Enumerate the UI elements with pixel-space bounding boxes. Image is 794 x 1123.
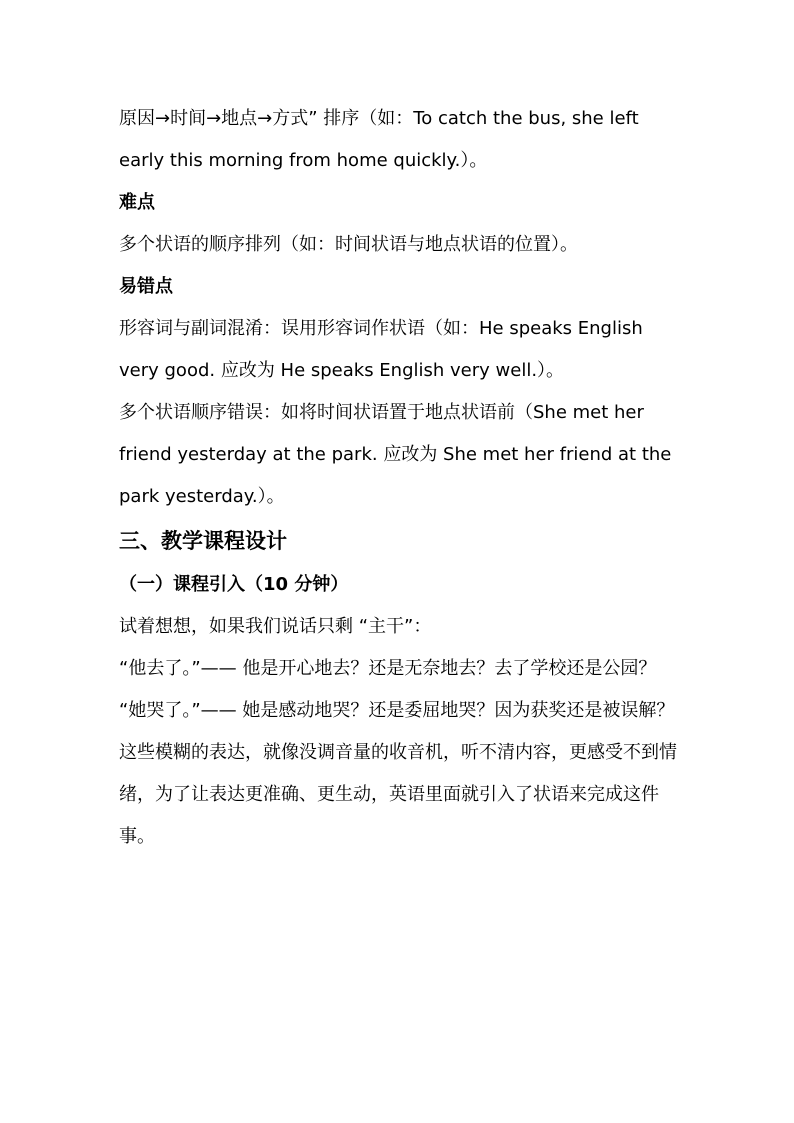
paragraph-error-adjective-adverb: 形容词与副词混淆：误用形容词作状语（如：He speaks English very good. 应改为 He speaks English very well.）。 (119, 318, 643, 381)
heading-difficulty: 难点 (119, 192, 155, 213)
heading-common-errors: 易错点 (119, 276, 173, 297)
document-body (119, 98, 677, 858)
paragraph-order-example: 原因→时间→地点→方式” 排序（如：To catch the bus, she left early this morning from home quickly.）。 (119, 108, 639, 171)
paragraph-example-she-cried: “她哭了。”—— 她是感动地哭？还是委屈地哭？因为获奖还是被误解？ (119, 700, 675, 721)
paragraph-error-order: 多个状语顺序错误：如将时间状语置于地点状语前（She met her friend yesterday at the park. 应改为 She met her friend at the park yesterday.）。 (119, 402, 672, 507)
paragraph-intro-question: 试着想想，如果我们说话只剩 “主干”： (119, 616, 432, 637)
paragraph-example-he-went: “他去了。”—— 他是开心地去？还是无奈地去？去了学校还是公园？ (119, 658, 657, 679)
section-heading-course-design: 三、教学课程设计 (119, 529, 287, 553)
paragraph-difficulty: 多个状语的顺序排列（如：时间状语与地点状语的位置）。 (119, 234, 578, 255)
subheading-course-intro: （一）课程引入（10 分钟） (119, 574, 349, 595)
paragraph-conclusion: 这些模糊的表达，就像没调音量的收音机，听不清内容，更感受不到情绪，为了让表达更准确、更生动，英语里面就引入了状语来完成这件事。 (119, 742, 677, 847)
